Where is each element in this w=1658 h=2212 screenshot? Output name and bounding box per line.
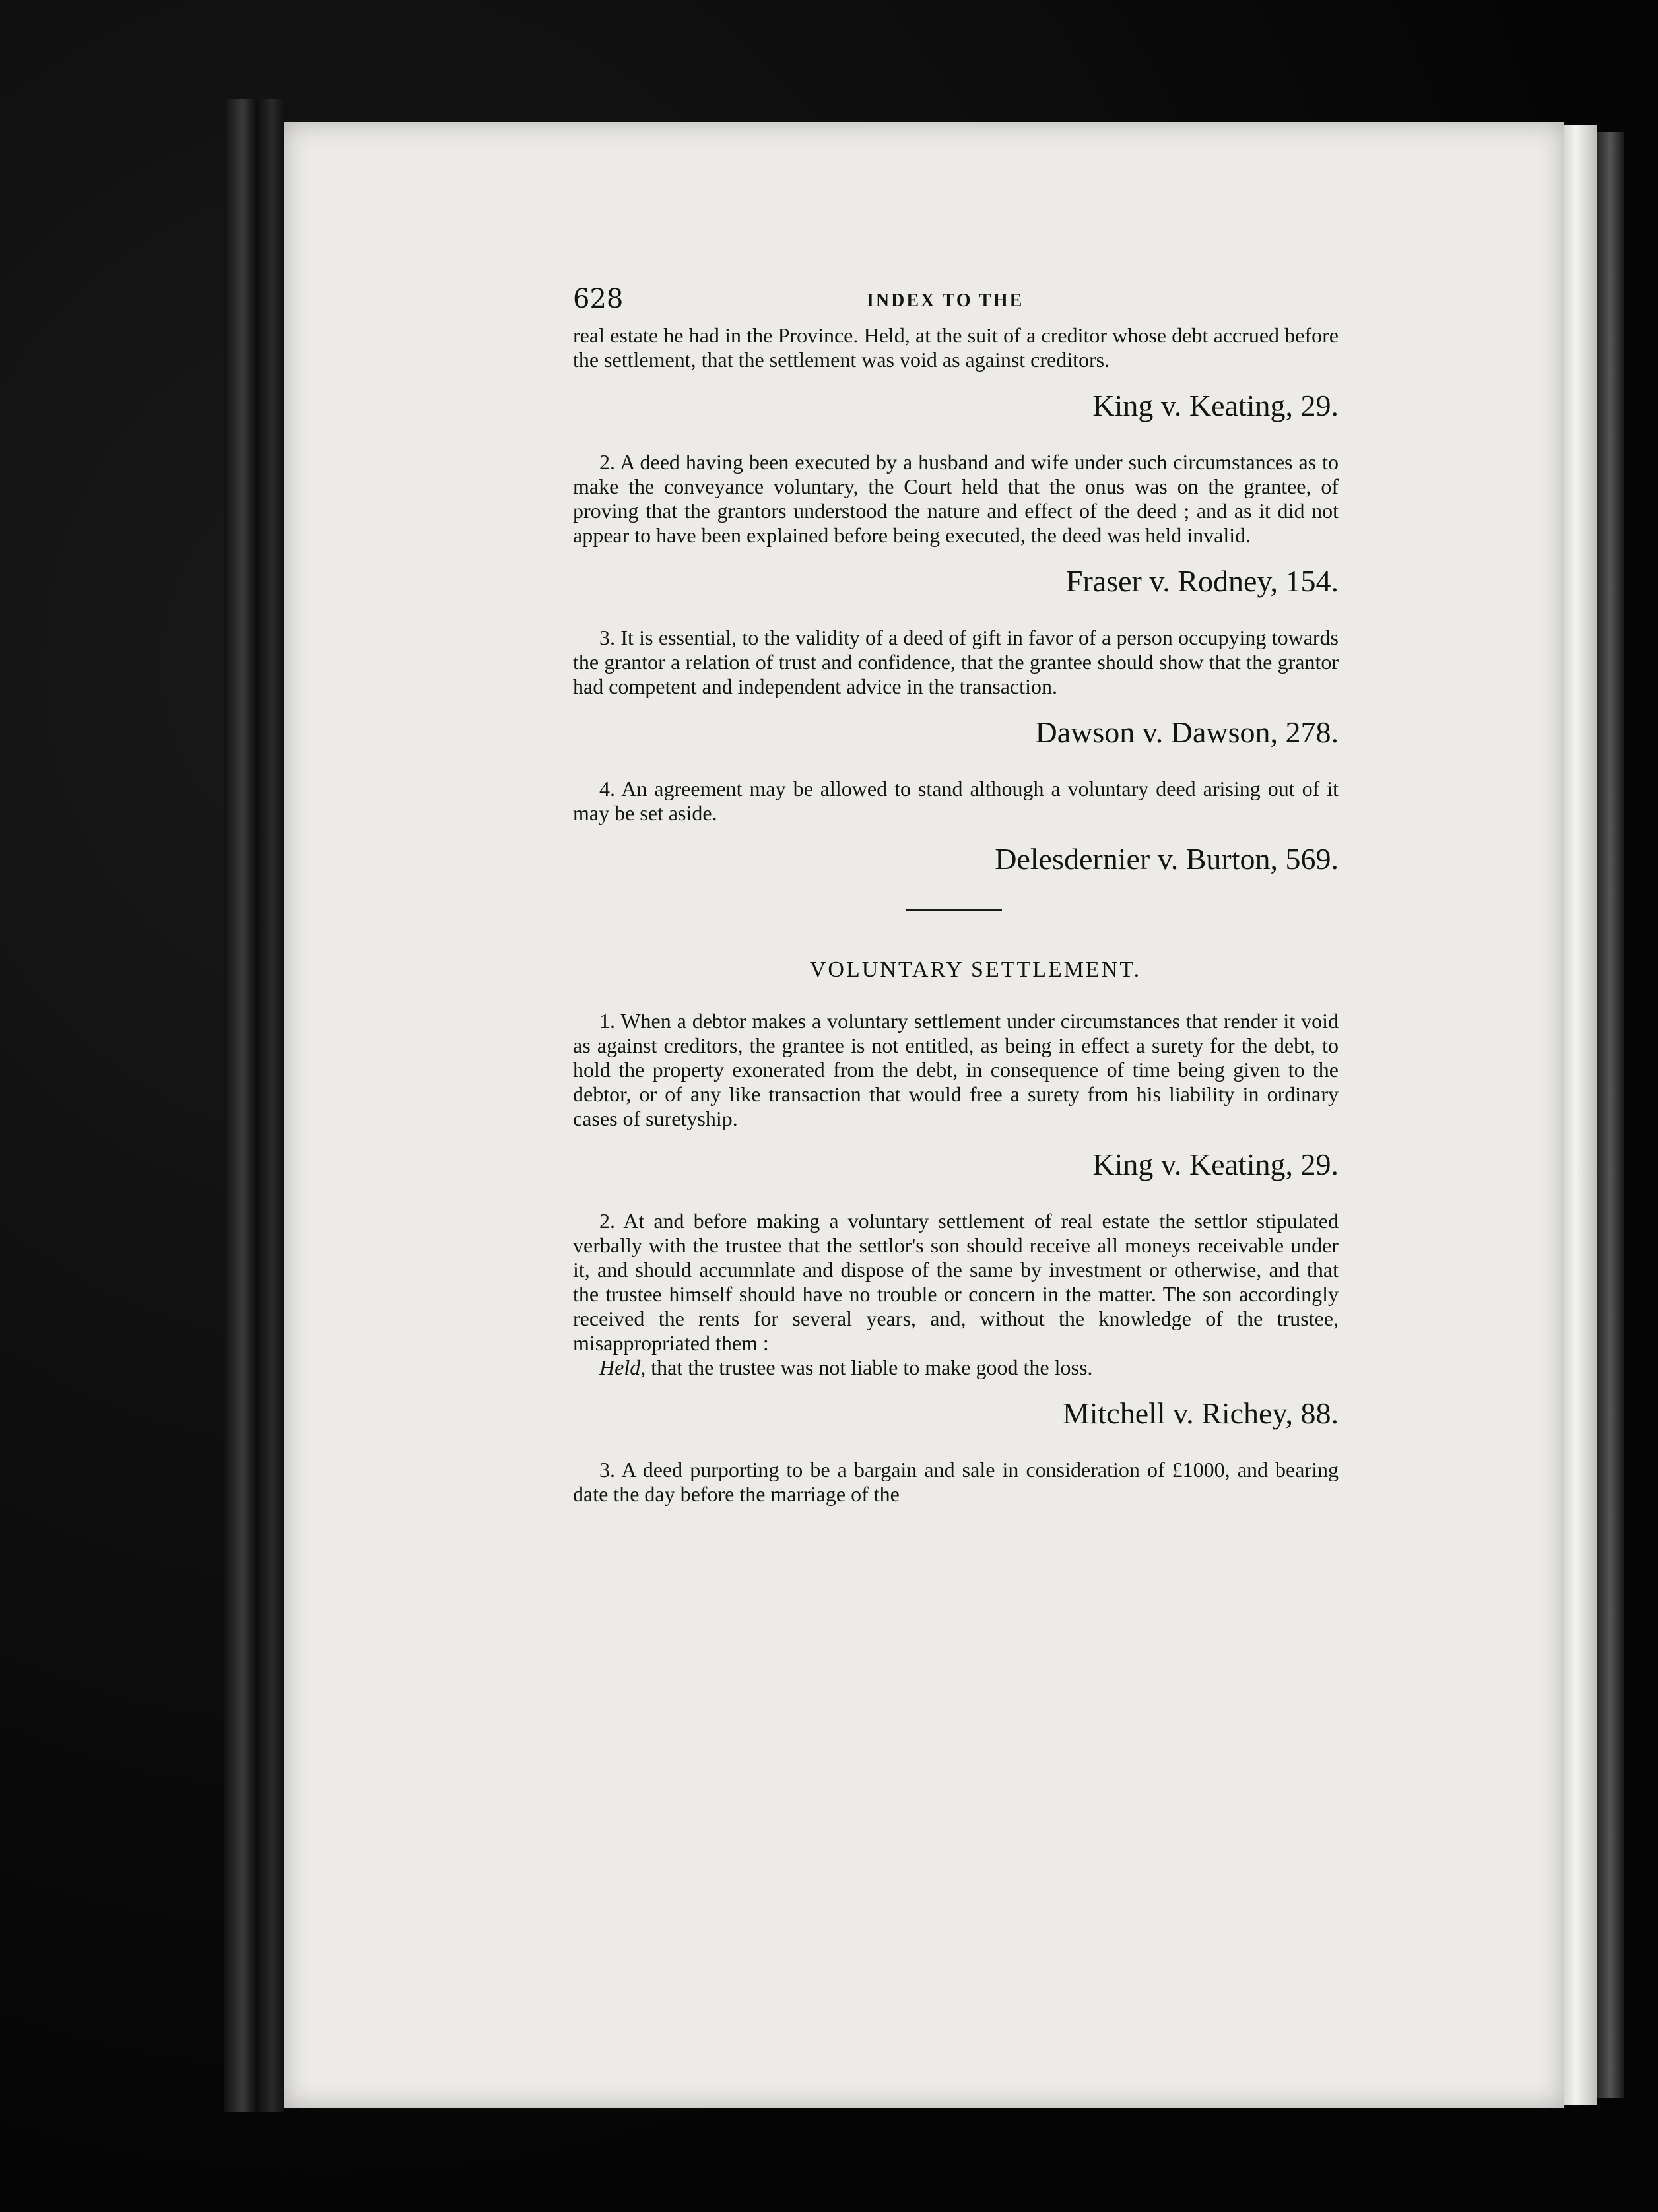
held-text: , that the trustee was not liable to make good the loss. — [640, 1355, 1093, 1379]
running-head: INDEX TO THE — [867, 290, 1024, 311]
page-number: 628 — [573, 284, 624, 314]
paragraph-4: 4. An agreement may be allowed to stand although a voluntary deed arising out of it may be set aside. — [573, 777, 1339, 825]
case-citation: Mitchell v. Richey, 88. — [1062, 1396, 1339, 1430]
book-binding — [224, 99, 284, 2112]
book-cover-edge — [1597, 132, 1624, 2098]
section-title: VOLUNTARY SETTLEMENT. — [809, 958, 1142, 982]
paragraph-2: 2. A deed having been executed by a husband and wife under such circumstances as to make the conveyance voluntary, the Court held that the onus was on the grantee, of proving that the grantors understood the nature and effect of the deed ; and as it did not appear to have been explained before being executed, the deed was held invalid. — [573, 450, 1339, 547]
case-citation: Delesdernier v. Burton, 569. — [995, 842, 1339, 876]
page-header — [573, 284, 1339, 323]
page-edge — [1561, 125, 1597, 2105]
settlement-paragraph-2: 2. At and before making a voluntary settlement of real estate the settlor stipulated verbally with the trustee that the settlor's son should receive all moneys receivable under it, and should accumnlate and dispose of the same by investment or otherwise, and that the trustee himself should have no trouble or concern in the matter. The son accordingly received the rents for several years, and, without the knowledge of the trustee, misappropriated them : — [573, 1209, 1339, 1355]
case-citation: King v. Keating, 29. — [1092, 1148, 1339, 1181]
page-content — [573, 284, 1339, 1507]
paragraph-continued: real estate he had in the Province. Held, at the suit of a creditor whose debt accrued before the settlement, that the settlement was void as against creditors. — [573, 323, 1339, 372]
settlement-paragraph-3: 3. A deed purporting to be a bargain and sale in consideration of £1000, and bearing date the day before the marriage of the — [573, 1458, 1339, 1506]
settlement-paragraph-1: 1. When a debtor makes a voluntary settlement under circumstances that render it void as against creditors, the grantee is not entitled, as being in effect a surety for the debt, to hold the property exonerated from the debt, in consequence of time being given to the debtor, or of any like transaction that would free a surety from his liability in ordinary cases of suretyship. — [573, 1009, 1339, 1130]
section-divider — [906, 909, 1002, 911]
held-paragraph — [573, 1355, 1339, 1380]
paragraph-3: 3. It is essential, to the validity of a deed of gift in favor of a person occupying towards the grantor a relation of trust and confidence, that the grantee should show that the grantor had competent and independent advice in the transaction. — [573, 626, 1339, 698]
case-citation: Dawson v. Dawson, 278. — [1035, 715, 1339, 749]
case-citation: Fraser v. Rodney, 154. — [1065, 564, 1339, 598]
case-citation: King v. Keating, 29. — [1092, 389, 1339, 422]
held-word: Held — [599, 1355, 641, 1379]
